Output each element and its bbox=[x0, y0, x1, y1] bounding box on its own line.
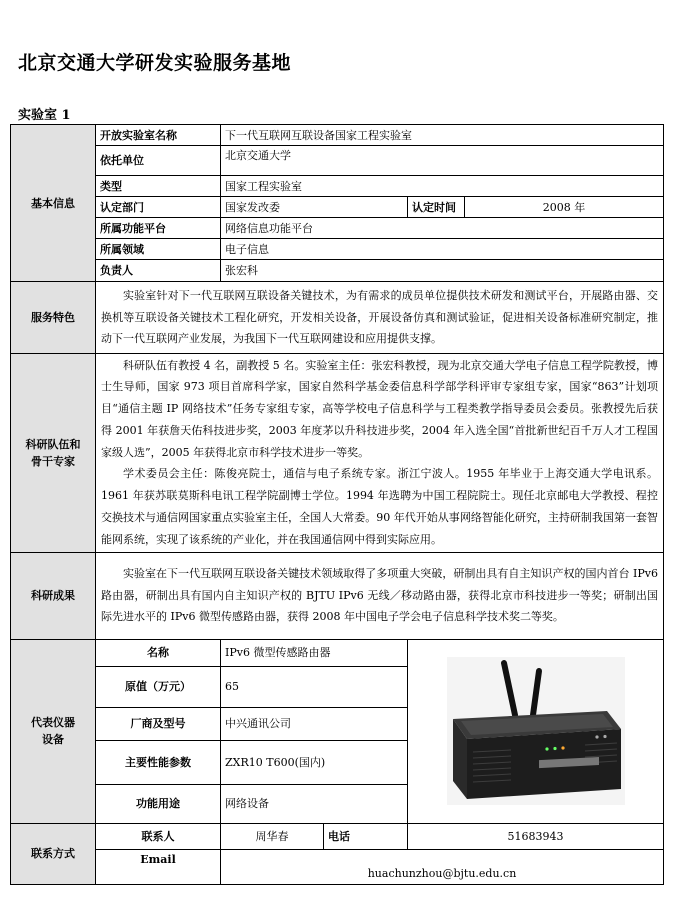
type-label: 类型 bbox=[96, 176, 221, 197]
maker-value: 中兴通讯公司 bbox=[221, 707, 408, 740]
section-instrument bbox=[11, 639, 96, 823]
team-text bbox=[96, 353, 664, 552]
router-photo-icon bbox=[447, 657, 625, 805]
lab-heading: 实验室 1 bbox=[18, 108, 71, 123]
contact-person-label: 联系人 bbox=[96, 823, 221, 849]
platform-value: 网络信息功能平台 bbox=[221, 218, 664, 239]
section-instrument-line2: 设备 bbox=[42, 733, 64, 747]
time-label: 认定时间 bbox=[408, 197, 465, 218]
lab-name-value: 下一代互联网互联设备国家工程实验室 bbox=[221, 125, 664, 146]
type-value: 国家工程实验室 bbox=[221, 176, 664, 197]
section-basic-info: 基本信息 bbox=[11, 125, 96, 282]
spec-label: 主要性能参数 bbox=[96, 740, 221, 784]
use-label: 功能用途 bbox=[96, 784, 221, 823]
price-label: 原值（万元） bbox=[96, 666, 221, 707]
host-unit-value: 北京交通大学 bbox=[221, 146, 664, 176]
page-title: 北京交通大学研发实验服务基地 bbox=[18, 52, 292, 74]
team-paragraph-2: 学术委员会主任：陈俊亮院士，通信与电子系统专家。浙江宁波人。1955 年毕业于上海交通大学电讯系。1961 年获苏联莫斯科电讯工程学院副博士学位。1994 年选聘为中国工程院院士。现任北京邮电大学教授、程控交换技术与通信网国家重点实验室主任，全国人大常委。90 年代开始从事网络智能化研究，主持研制我国第一套智能网系统，实现了该系统的产业化，并在我国通信网中得到实际应用。 bbox=[101, 467, 658, 546]
field-value: 电子信息 bbox=[221, 239, 664, 260]
maker-label: 厂商及型号 bbox=[96, 707, 221, 740]
spec-value: ZXR10 T600(国内) bbox=[221, 740, 408, 784]
section-contact: 联系方式 bbox=[11, 823, 96, 884]
instrument-name-value: IPv6 微型传感路由器 bbox=[221, 639, 408, 666]
leader-label: 负责人 bbox=[96, 260, 221, 282]
instrument-name-label: 名称 bbox=[96, 639, 221, 666]
leader-value: 张宏科 bbox=[221, 260, 664, 282]
instrument-photo-cell bbox=[408, 639, 664, 823]
section-results: 科研成果 bbox=[11, 552, 96, 639]
section-instrument-line1: 代表仪器 bbox=[31, 716, 75, 730]
dept-value: 国家发改委 bbox=[221, 197, 408, 218]
phone-label: 电话 bbox=[324, 823, 408, 849]
section-team-line1: 科研队伍和 bbox=[25, 437, 81, 451]
service-text: 实验室针对下一代互联网互联设备关键技术，为有需求的成员单位提供技术研发和测试平台，开展路由器、交换机等互联设备关键技术工程化研究，开发相关设备，开展设备仿真和测试验证，促进相关设备标准研究制定，推动下一代互联网产业发展，为我国下一代互联网建设和应用提供支撑。 bbox=[96, 282, 664, 354]
dept-label: 认定部门 bbox=[96, 197, 221, 218]
section-team-line2: 骨干专家 bbox=[31, 454, 75, 468]
field-label: 所属领域 bbox=[96, 239, 221, 260]
team-paragraph-1: 科研队伍有教授 4 名，副教授 5 名。实验室主任：张宏科教授，现为北京交通大学电子信息工程学院教授，博士生导师，国家 973 项目首席科学家，国家自然科学基金委信息科学部学科评审专家组专家，国家“863”计划项目“通信主题 IP 网络技术”任务专家组专家，高等学校电子信息科学与工程类教学指导委员会委员。张教授先后获得 2001 年获詹天佑科技进步奖，2003 年度茅以升科技进步奖，2004 年入选全国“首批新世纪百千万人才工程国家级人选”，2005 年获得北京市科学技术进步一等奖。 bbox=[101, 358, 658, 459]
platform-label: 所属功能平台 bbox=[96, 218, 221, 239]
section-service: 服务特色 bbox=[11, 282, 96, 354]
contact-person-value: 周华春 bbox=[221, 823, 324, 849]
host-unit-label: 依托单位 bbox=[96, 146, 221, 176]
phone-value: 51683943 bbox=[408, 823, 664, 849]
email-value[interactable]: huachunzhou@bjtu.edu.cn bbox=[221, 849, 664, 884]
section-team bbox=[11, 353, 96, 552]
price-value: 65 bbox=[221, 666, 408, 707]
lab-name-label: 开放实验室名称 bbox=[96, 125, 221, 146]
time-value: 2008 年 bbox=[465, 197, 664, 218]
lab-info-table bbox=[10, 124, 664, 885]
use-value: 网络设备 bbox=[221, 784, 408, 823]
results-text: 实验室在下一代互联网互联设备关键技术领域取得了多项重大突破，研制出具有自主知识产权的国内首台 IPv6 路由器，研制出具有国内自主知识产权的 BJTU IPv6 无线／移动路由器，获得北京市科技进步一等奖；研制出国际先进水平的 IPv6 微型传感路由器，获得 2008 年中国电子学会电子信息科学技术奖二等奖。 bbox=[96, 552, 664, 639]
email-label: Email bbox=[96, 849, 221, 884]
